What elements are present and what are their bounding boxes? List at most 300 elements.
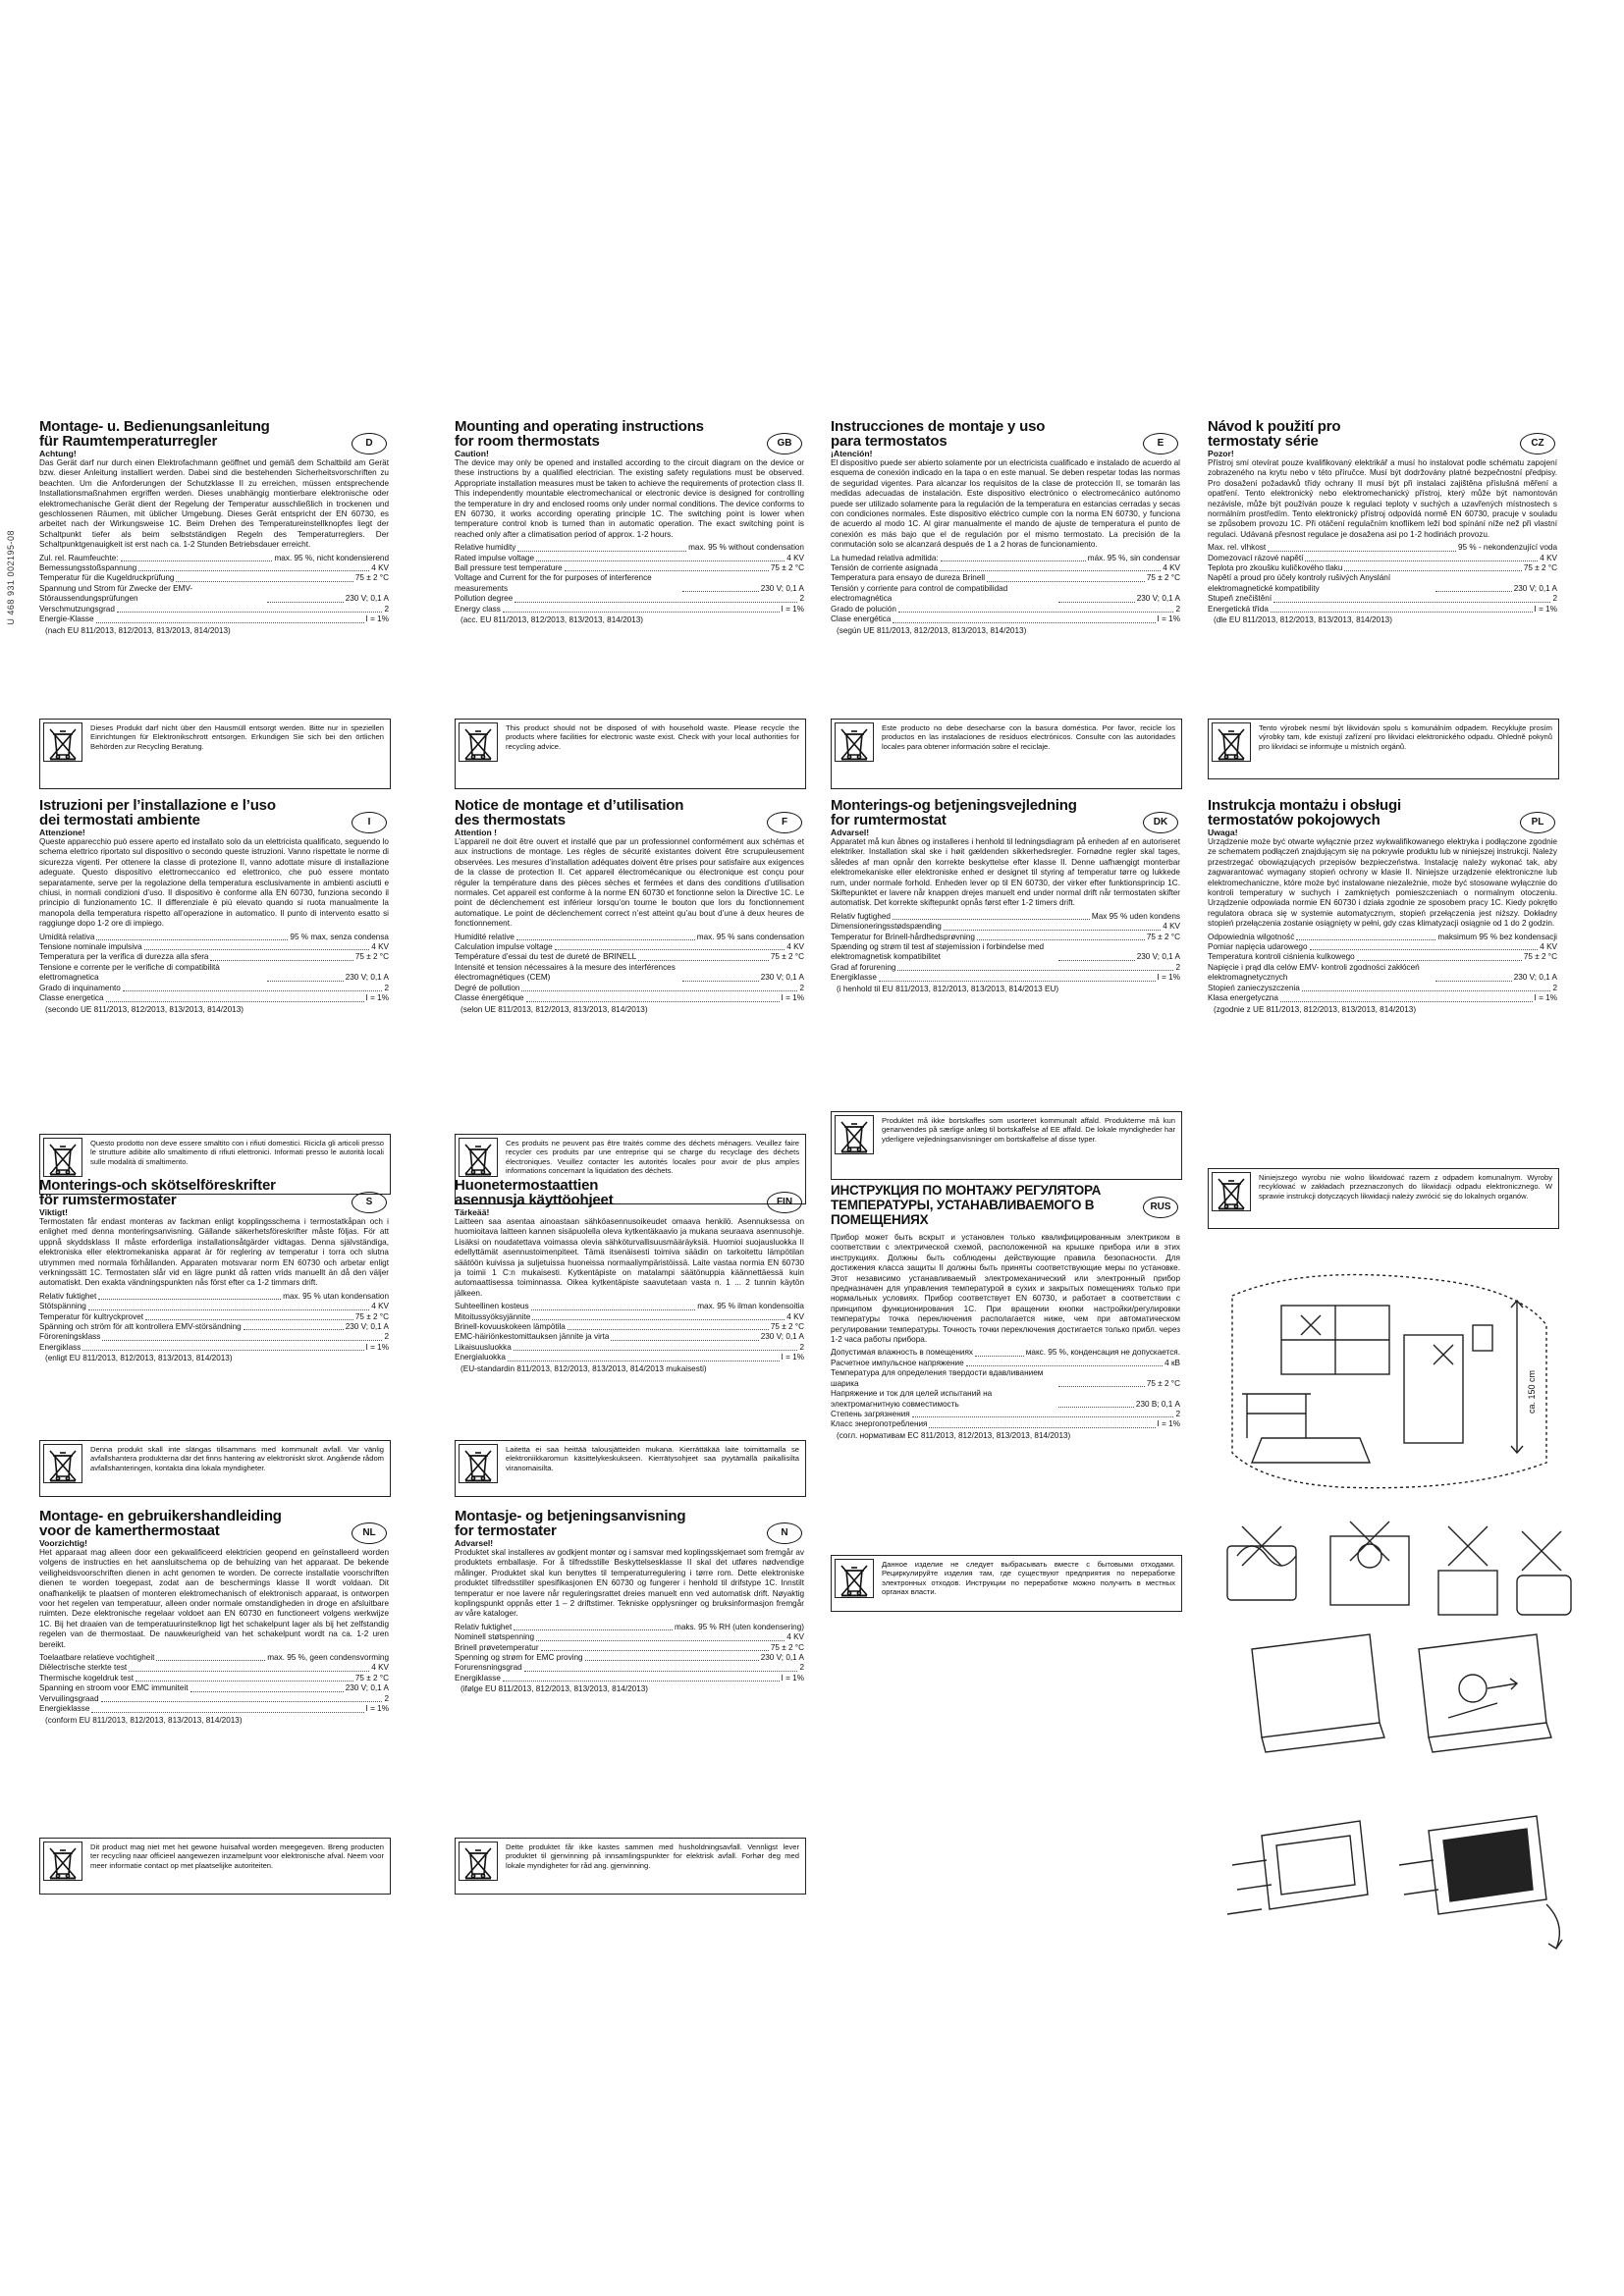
spec-row — [831, 1359, 1180, 1368]
section-title-line: for rumtermostat — [831, 812, 947, 828]
section-title-line: ТЕМПЕРАТУРЫ, УСТАНАВЛИВАЕМОГО В — [831, 1198, 1095, 1212]
leader-dots — [106, 1001, 364, 1002]
language-badge: E — [1143, 433, 1178, 454]
crossed-bin-icon — [835, 1559, 874, 1598]
spec-label: Pomiar napięcia udarowego — [1208, 942, 1308, 952]
section-header — [39, 798, 389, 828]
spec-value: 2 — [1175, 962, 1180, 972]
spec-label: Energiklasse — [455, 1673, 501, 1682]
spec-value: 2 — [384, 604, 389, 614]
spec-row — [39, 1663, 389, 1673]
spec-row — [455, 1353, 804, 1362]
spec-value: 75 ± 2 °C — [770, 1322, 804, 1332]
section-title — [831, 419, 1135, 449]
spec-row — [455, 1632, 804, 1642]
leader-dots — [1435, 591, 1512, 592]
spec-value: 75 ± 2 °C — [770, 952, 804, 962]
spec-value: max. 95 % ilman kondensoitia — [697, 1302, 804, 1311]
spec-value: 4 KV — [371, 942, 389, 952]
leader-dots — [893, 622, 1155, 623]
spec-label: Thermische kogeldruk test — [39, 1673, 135, 1682]
section-header — [455, 1178, 804, 1207]
section-header — [39, 1178, 389, 1207]
spec-row — [39, 1694, 389, 1704]
spec-row — [39, 1704, 389, 1714]
spec-row — [1208, 554, 1557, 563]
leader-dots — [91, 1712, 363, 1713]
spec-label: Humidité relative — [455, 932, 514, 941]
spec-value: max. 95 %, geen condensvorming — [267, 1653, 389, 1663]
recycling-text: Niniejszego wyrobu nie wolno likwidować razem z odpadem komunalnym. Wyroby recyklować w zakładach przeznaczonych do likwidacji odpadu elektronicznego. W sprawie instrukcji dotyczących likwidacji należy zwrócić się do lokalnych organów. — [1259, 1173, 1552, 1201]
spec-row — [39, 1332, 389, 1342]
warning-title: ¡Atención! — [831, 449, 873, 458]
section-header — [831, 419, 1180, 449]
spec-row — [455, 963, 804, 984]
warning-title: Attention ! — [455, 828, 497, 837]
spec-value: 230 V; 0,1 A — [345, 1322, 389, 1332]
spec-row — [831, 605, 1180, 614]
spec-row — [455, 605, 804, 614]
conformity-note: (acc. EU 811/2013, 812/2013, 813/2013, 814/2013) — [460, 615, 644, 625]
section-title-line: para termostatos — [831, 433, 947, 450]
section-title — [831, 1183, 1135, 1227]
section-title — [39, 798, 344, 828]
leader-dots — [940, 570, 1161, 571]
spec-value: 230 V; 0,1 A — [1136, 594, 1180, 604]
spec-label: Energiklasse — [831, 973, 877, 983]
recycling-notice-nl — [39, 1838, 391, 1895]
crossed-bin-icon — [1212, 1172, 1251, 1211]
section-title-line: Huonetermostaattien — [455, 1178, 599, 1194]
spec-value: 95 % - nekondenzující voda — [1457, 543, 1557, 553]
crossed-bin-icon — [459, 1842, 498, 1881]
spec-label: Nominell støtspenning — [455, 1632, 535, 1642]
instructions-text: Apparatet må kun åbnes og installeres i henhold til ledningsdiagram på enheden af en autoriseret elektriker. Installation skal ske i høit gældenden sikkerhedsregler. Fornødne regler skal tages, således af man opnår den korrekte beskyttelse efter klasse II. Denne uafhængigt monterbar elektromekaniske eller elektroniske enhed er designet til styring af temperatur tørre og lukkede rum, under normale forhold. Enheden lever op til EN 60730, der virker efter funktionsprincip 1C. Skiftepunktet er lavere når knappen drejes manuelt end under normal drift når termostaten skifter automatisk. Det korrekte skiftepunkt opnås først efter 1-2 timers drift. — [831, 837, 1180, 908]
instructions-text: Urządzenie może być otwarte wyłącznie przez wykwalifikowanego elektryka i podłączone zgodnie ze schematem podłączeń znajdującym się na pokrywie produktu lub w niniejszej instrukcji. Należy przestrzegać obowiązujących przepisów bezpieczeństwa. Instalację należy wykonać tak, aby zagwarantować wymagany stopień ochrony w klasie II. Niniejsze urządzenie elektroniczne lub elektromechaniczne, które może być instalowane niezależnie, może być stosowane wyłącznie do kontroli temperatury w suchych i zamkniętych pomieszczeniach o normalnym otoczeniu. Urządzenie odpowiada normie EN 60730 i działa zgodnie ze sposobem pracy 1C. Kiedy pokrętło regulatora obraca się w systemie automatycznym, stopień przełączenia jest niższy. Dokładny stopień przełączenia zostanie osiągnięty w pełni, gdy czas klimatyzacji osiągnie od 1 do 2 godzin. — [1208, 837, 1557, 929]
spec-label: Напряжение и ток для целей испытаний на электромагнитную совместимость — [831, 1389, 993, 1409]
spec-row — [1208, 573, 1557, 594]
spec-label: Spænding og strøm til test af støjemission i forbindelse med elektromagnetisk kompatibilitet — [831, 942, 1045, 962]
spec-value: I = 1% — [1157, 973, 1180, 983]
section-title-line: Mounting and operating instructions — [455, 419, 704, 435]
recycling-text: Данное изделие не следует выбрасывать вместе с бытовыми отходами. Рециркулируйте изделия там, где существуют предприятия по переработке электронных отходов. Инструкции по переработке можно получить в местных органах власти. — [882, 1560, 1175, 1597]
section-title — [455, 1509, 759, 1538]
leader-dots — [1280, 1001, 1533, 1002]
spec-value: max. 95 % sans condensation — [696, 932, 804, 941]
recycling-text: Dette produktet får ikke kastes sammen med husholdningsavfall. Vennligst lever produktet til gjenvinning på innsamlingspunkter for elektrisk avfall. Forhør deg med lokale myndigheter for råd ang. gjenvinning. — [506, 1842, 799, 1870]
crossed-bin-icon — [459, 1138, 498, 1177]
spec-value: 230 V; 0,1 A — [345, 973, 389, 983]
section-header — [455, 419, 804, 449]
spec-label: Brinell-kovuuskokeen lämpötila — [455, 1322, 566, 1332]
spec-value: 2 — [1175, 1409, 1180, 1418]
conformity-note: (selon UE 811/2013, 812/2013, 813/2013, 814/2013) — [460, 1004, 648, 1014]
spec-row — [455, 933, 804, 942]
room-placement-illustration — [1222, 1266, 1586, 1502]
specifications — [39, 1653, 389, 1714]
spec-label: Degré de pollution — [455, 983, 520, 992]
leader-dots — [1273, 602, 1550, 603]
instructions-text: Přístroj smí otevírat pouze kvalifikovaný elektrikář a musí ho instalovat podle schématu zapojení zobrazeného na krytu nebo v této příručce. Musí být dodržovány platné bezpečnostní předpisy. Pro dosažení požadavků třídy ochrany II musí být při instalaci zajištěna příslušná měření a opatření. Tento elektronický nebo elektromechanický přístroj, který může být namontován nezávisle, může být používán pouze k regulaci teploty v suchých a uzavřených místnostech s normálním prostředím. Tento elektronický přístroj odpovídá normě EN 60730, pracuje v souladu se způsobem provozu 1C. Při otáčení regulačním knoflíkem leží bod spínání níže než při vlastní regulaci. Udávaná přesnost regulace je dosažena asi po 1-2 hodinách provozu. — [1208, 458, 1557, 539]
spec-row — [1208, 563, 1557, 573]
spec-row — [39, 605, 389, 614]
spec-row — [1208, 605, 1557, 614]
spec-row — [39, 1653, 389, 1663]
language-badge: RUS — [1143, 1197, 1178, 1218]
warning-title: Attenzione! — [39, 828, 85, 837]
spec-row — [39, 1674, 389, 1683]
spec-row — [39, 584, 389, 605]
recycling-notice-dk — [831, 1111, 1182, 1180]
spec-value: I = 1% — [1157, 1419, 1180, 1429]
section-pl — [1208, 798, 1557, 1162]
leader-dots — [267, 981, 344, 982]
crossed-bin-icon — [459, 1444, 498, 1483]
crossed-bin-icon — [1212, 722, 1251, 762]
section-title-line: des thermostats — [455, 812, 566, 828]
spec-label: Domezovací rázové napětí — [1208, 553, 1304, 562]
spec-value: 230 V; 0,1 A — [760, 1332, 804, 1342]
leader-dots — [1058, 960, 1135, 961]
leader-dots — [503, 612, 780, 613]
section-header — [1208, 798, 1557, 828]
leader-dots — [514, 1350, 798, 1351]
spec-row — [39, 952, 389, 962]
spec-label: Température d’essai du test de dureté de BRINELL — [455, 952, 637, 962]
spec-value: 2 — [1552, 594, 1557, 604]
spec-value: I = 1% — [781, 993, 804, 1003]
section-ru — [831, 1183, 1180, 1549]
specifications — [831, 1348, 1180, 1429]
spec-label: Tensión y corriente para control de compatibilidad electromagnética — [831, 583, 1008, 604]
language-badge: DK — [1143, 812, 1178, 833]
spec-row — [455, 1663, 804, 1673]
spec-row — [39, 1302, 389, 1311]
specifications — [455, 1302, 804, 1362]
warning-title: Pozor! — [1208, 449, 1234, 458]
language-badge: NL — [352, 1522, 387, 1544]
spec-label: Допустимая влажность в помещениях — [831, 1348, 973, 1358]
spec-value: 75 ± 2 °C — [1523, 563, 1557, 573]
section-title-line: ИНСТРУКЦИЯ ПО МОНТАЖУ РЕГУЛЯТОРА — [831, 1183, 1102, 1198]
spec-label: Diëlectrische sterkte test — [39, 1663, 128, 1673]
section-title-line: for termostater — [455, 1522, 557, 1539]
spec-label: Intensité et tension nécessaires à la mesure des interférences électromagnétiques (CEM) — [455, 962, 676, 983]
leader-dots — [138, 570, 369, 571]
leader-dots — [879, 981, 1156, 982]
recycling-text: This product should not be disposed of with household waste. Please recycle the products where facilities for electronic waste exist. Check with your local authorities for recycling advice. — [506, 723, 799, 751]
spec-label: Energieklasse — [39, 1704, 90, 1714]
recycling-notice-gb — [455, 719, 806, 789]
leader-dots — [117, 612, 383, 613]
section-title — [455, 798, 759, 828]
conformity-note: (según UE 811/2013, 812/2013, 813/2013, 814/2013) — [837, 625, 1027, 635]
crossed-bin-icon — [43, 1444, 82, 1483]
spec-label: Brinell prøvetemperatur — [455, 1642, 539, 1652]
spec-label: Tensión de corriente asignada — [831, 563, 939, 573]
leader-dots — [1357, 960, 1522, 961]
spec-value: 230 V; 0,1 A — [1513, 973, 1557, 983]
spec-label: Energetická třída — [1208, 604, 1269, 614]
leader-dots — [123, 990, 383, 991]
language-badge: D — [352, 433, 387, 454]
section-no — [455, 1509, 804, 1832]
section-se — [39, 1178, 389, 1434]
leader-dots — [190, 1691, 344, 1692]
section-title-line: för rumstermostater — [39, 1192, 177, 1208]
leader-dots — [531, 1309, 696, 1310]
spec-value: Max 95 % uden kondens — [1091, 911, 1180, 921]
leader-dots — [1296, 939, 1435, 940]
spec-label: Energy class — [455, 604, 501, 614]
leader-dots — [977, 939, 1145, 940]
document-code: U 468 931 002195-08 — [6, 530, 16, 625]
spec-label: Max. rel. vlhkost — [1208, 543, 1267, 553]
spec-row — [39, 614, 389, 624]
mounting-screws-illustration — [1222, 1796, 1586, 1973]
spec-row — [39, 1312, 389, 1322]
spec-value: 2 — [799, 1342, 804, 1352]
specifications — [455, 543, 804, 614]
spec-row — [831, 1389, 1180, 1410]
recycling-text: Ces produits ne peuvent pas être traités comme des déchets ménagers. Veuillez faire recycler ces produits par une entreprise qui se charge du recyclage des déchets électroniques. Veuillez contacter les autorités locales pour avoir de plus amples informations concernant la liquidation des déchets. — [506, 1139, 799, 1176]
spec-row — [831, 554, 1180, 563]
recycling-notice-ru — [831, 1555, 1182, 1612]
spec-label: Calculation impulse voltage — [455, 942, 553, 952]
spec-label: Classe énergétique — [455, 993, 524, 1003]
section-title-line: ПОМЕЩЕНИЯХ — [831, 1212, 929, 1227]
spec-label: Odpowiednia wilgotność — [1208, 932, 1295, 941]
section-cz — [1208, 419, 1557, 713]
spec-value: 4 KV — [786, 553, 804, 562]
warning-title: Advarsel! — [455, 1538, 494, 1548]
instructions-text: Het apparaat mag alleen door een gekwalificeerd elektricien geopend en geïnstalleerd worden volgens de instructies en het aansluitschema op de behuizing van het apparaat. De bekende veiligheidsvoorschriften dienen in acht genomen te worden. De correcte installatie voorschriften dienen te worden toegepast, zodat aan de beschermings klasse II wordt voldaan. Dit onafhankelijk te plaatsen of monteren elektromechanisch of elektronisch apparaat, is ontworpen voor het regelen van temperatuur, alleen onder normale omstandigheden in droge en afsluitbare ruimten. Deze elektronische regelaar voldoet aan EN 60730 en functioneert volgens werkwijze 1C. Bij het draaien van de temperatuurinstelknop ligt het schakelpunt lager als bij het zelfstandig regelen van de thermostaat. De nauwkeurigheid van het schakelpunt wordt na ca. 1-2 uren bereikt. — [39, 1548, 389, 1649]
spec-row — [455, 993, 804, 1003]
section-title-line: Montage- u. Bedienungsanleitung — [39, 419, 270, 435]
section-title-line: Montasje- og betjeningsanvisning — [455, 1509, 686, 1524]
spec-row — [1208, 942, 1557, 952]
spec-value: I = 1% — [781, 604, 804, 614]
section-title-line: Instrucciones de montaje y uso — [831, 419, 1046, 435]
spec-label: Grado de polución — [831, 604, 896, 614]
spec-value: 230 V; 0,1 A — [345, 594, 389, 604]
leader-dots — [1271, 612, 1533, 613]
leader-dots — [1310, 949, 1539, 950]
specifications — [831, 554, 1180, 625]
spec-row — [1208, 993, 1557, 1003]
section-header — [39, 1509, 389, 1538]
spec-label: Klasa energetyczna — [1208, 993, 1278, 1003]
spec-row — [39, 573, 389, 583]
spec-value: 75 ± 2 °C — [770, 1642, 804, 1652]
instructions-text: Termostaten får endast monteras av fackman enligt kopplingsschema i termostatkåpan och i enlighet med denna monteringsanvisning. Gällande säkerhetsföreskrifter måste följas. För att uppnå skyddsklass II måste erforderliga installationsåtgärder vidtagas. Denna självständiga, elektroniska eller elektromekaniska apparat är för reglering av temperatur i torra och slutna utrymmen med normala förhållanden. Apparaten motsvarar norm EN 60730 och arbetar enligt verkningssätt 1C. Termostaten slår vid en lägre punkt då ratten vrids manuellt än då den väljer automatiskt. Den exakta vändningspunkten nås först efter ca 1-2 timmars drift. — [39, 1217, 389, 1288]
spec-value: I = 1% — [1534, 993, 1557, 1003]
crossed-bin-icon — [43, 1842, 82, 1881]
spec-row — [831, 1368, 1180, 1389]
instructions-text: El dispositivo puede ser abierto solamente por un electricista cualificado e instalado de acuerdo al esquema de conexión indicado en la tapa o en este manual. Se deben respetar todas las normas de seguridad vigentes. Para alcanzar los requisitos de la clase de protección II, se tomarán las medidas adecuadas de instalación. Este dispositivo electrónico o electromecánico autónomo puede ser utilizado solamente para la regulación de la temperatura en estancias cerradas y secas con condiciones normales. Este dispositivo eléctrico cumple con la norma EN 60730, y funciona de acuerdo al modo 1C. Al girar manualmente el mando de ajuste de temperatura el punto de conexión es más bajo que el de regulación por el mismo termostato. La precisión de la conmutación solo se alcanzará después de 1 a 2 horas de funcionamiento. — [831, 458, 1180, 550]
leader-dots — [517, 551, 686, 552]
spec-value: 4 KV — [371, 563, 389, 573]
section-title-line: voor de kamerthermostaat — [39, 1522, 220, 1539]
spec-label: Forurensningsgrad — [455, 1663, 522, 1673]
crossed-bin-icon — [43, 1138, 82, 1177]
spec-row — [831, 563, 1180, 573]
specifications — [1208, 933, 1557, 1004]
leader-dots — [244, 1329, 344, 1330]
section-title-line: asennusja käyttöohjeet — [455, 1192, 614, 1208]
instructions-text: Queste apparecchio può essere aperto ed installato solo da un elettricista qualificato, seguendo lo schema elettrico riportato sul dispositivo o secondo queste istruzioni. Vanno rispettate le norme di sicurezza vigenti. Per ottenere la classe di protezione II, vanno adottate misure di installazione adeguate. Questo dispositivo elettromeccanico ed elettronico, che può essere montato separatamente, serve per la regolazione della temperatura esclusivamente in ambienti asciutti e chiusi, in normali condizioni d’uso. Il dispositivo è conforme alla EN 60730, funziona secondo il principio di funzionamento 1C. Il differenziale è più elevato quando si ruota manualmente la manopola della temperatura rispetto all’operazione in automatico. Il punto di intervento esatto si raggiunge dopo 1-2 ore di impiego. — [39, 837, 389, 929]
spec-value: 75 ± 2 °C — [354, 1673, 389, 1682]
spec-value: 230 В; 0,1 А — [1135, 1399, 1180, 1409]
spec-row — [831, 1419, 1180, 1429]
spec-value: max. 95 % without condensation — [688, 543, 804, 553]
spec-label: Verschmutzungsgrad — [39, 604, 115, 614]
spec-label: Toelaatbare relatieve vochtigheit — [39, 1653, 155, 1663]
spec-value: макс. 95 %, конденсация не допускается. — [1025, 1348, 1180, 1358]
spec-value: 4 KV — [786, 942, 804, 952]
leader-dots — [514, 1629, 673, 1630]
leader-dots — [210, 960, 352, 961]
spec-value: 230 V; 0,1 A — [760, 973, 804, 983]
spec-value: 75 ± 2 °C — [770, 563, 804, 573]
section-title-line: Istruzioni per l’installazione e l’uso — [39, 798, 276, 814]
instructions-text: Прибор может быть вскрыт и установлен только квалифицированным электриком в соответствии с электрической схемой, расположенной на крышке прибора или в этих инструкциях. Должны быть соблюдены действующие правила безопасности. Для достижения класса защиты II должны быть приняты соответствующие меры по установке. Этот независимо устанавливаемый электромеханический или электронный прибор предназначен для управления температурой в сухих и закрытых помещениях только при нормальных условиях. Прибор соответствует EN 60730, и работает в соответствии с принципом функционирования 1C. При вращении кнопки настройки/регулировки температуры точка переключения располагается ниже, чем при автоматическом регулировании температуры. Точность точки переключения достигается только прибл. через 1-2 часа работы прибора. — [831, 1233, 1180, 1345]
spec-value: 4 KV — [371, 1663, 389, 1673]
spec-row — [1208, 543, 1557, 553]
spec-row — [455, 573, 804, 594]
leader-dots — [585, 1660, 759, 1661]
language-badge: I — [352, 812, 387, 833]
spec-label: Temperatura kontroli ciśnienia kulkowego — [1208, 952, 1355, 962]
section-header — [831, 1183, 1180, 1227]
leader-dots — [897, 970, 1173, 971]
spec-label: Umidità relativa — [39, 932, 95, 941]
leader-dots — [638, 960, 769, 961]
spec-row — [39, 1322, 389, 1332]
leader-dots — [1344, 570, 1521, 571]
leader-dots — [514, 602, 797, 603]
section-it — [39, 798, 389, 1128]
warning-title: Viktigt! — [39, 1207, 68, 1217]
warning-title: Uwaga! — [1208, 828, 1238, 837]
spec-label: Tensione e corrente per le verifiche di compatibilità elettromagnetica — [39, 962, 220, 983]
spec-value: 230 V; 0,1 A — [760, 583, 804, 593]
leader-dots — [541, 1650, 769, 1651]
spec-label: Dimensioneringsstødspænding — [831, 922, 942, 932]
leader-dots — [565, 570, 769, 571]
section-title-line: Instrukcja montażu i obsługi — [1208, 798, 1401, 814]
crossed-bin-icon — [835, 1115, 874, 1154]
spec-label: Temperatura para ensayo de dureza Brinell — [831, 573, 986, 583]
spec-value: 2 — [1175, 604, 1180, 614]
spec-row — [455, 554, 804, 563]
spec-value: 75 ± 2 °C — [354, 573, 389, 583]
spec-value: maks. 95 % RH (uten kondensering) — [675, 1622, 804, 1631]
specifications — [39, 1292, 389, 1353]
section-de — [39, 419, 389, 713]
leader-dots — [912, 1416, 1174, 1417]
spec-row — [39, 1683, 389, 1693]
spec-label: Vervuilingsgraad — [39, 1693, 99, 1703]
section-title-line: Montage- en gebruikershandleiding — [39, 1509, 282, 1524]
spec-value: 2 — [384, 1693, 389, 1703]
language-badge: CZ — [1520, 433, 1555, 454]
spec-label: EMC-häiriönkestomittauksen jännite ja virta — [455, 1332, 610, 1342]
warning-title: Advarsel! — [831, 828, 870, 837]
spec-value: máx. 95 %, sin condensar — [1087, 553, 1180, 562]
spec-label: Spanning en stroom voor EMC immuniteit — [39, 1683, 189, 1693]
spec-label: Clase energética — [831, 614, 892, 624]
spec-label: Napięcie i prąd dla celów EMV- kontroli zgodności zakłóceń elektromagnetycznych — [1208, 962, 1420, 983]
spec-label: Föroreningsklass — [39, 1332, 101, 1342]
language-badge: FIN — [767, 1192, 802, 1213]
recycling-notice-pl — [1208, 1168, 1559, 1229]
spec-row — [831, 922, 1180, 932]
spec-row — [455, 1312, 804, 1322]
spec-value: 2 — [384, 1332, 389, 1342]
leader-dots — [88, 1309, 369, 1310]
spec-label: Energie-Klasse — [39, 614, 94, 624]
spec-value: 75 ± 2 °C — [1146, 1378, 1180, 1388]
section-title — [1208, 419, 1512, 449]
section-header — [39, 419, 389, 449]
spec-label: Stötspänning — [39, 1302, 86, 1311]
section-title-line: für Raumtemperaturregler — [39, 433, 218, 450]
leader-dots — [975, 1356, 1024, 1357]
spec-label: Spenning og strøm for EMC proving — [455, 1653, 583, 1663]
spec-label: Napětí a proud pro účely kontroly rušivých Anyslání elektromagnetické kompatibility — [1208, 573, 1391, 593]
spec-label: Relativ fuktighet — [39, 1291, 97, 1301]
spec-value: max. 95 %, nicht kondensierend — [274, 553, 389, 562]
crossed-bin-icon — [43, 722, 82, 762]
leader-dots — [101, 1701, 383, 1702]
instructions-text: Produktet skal installeres av godkjent montør og i samsvar med koplingsskjemaet som fremgår av produktets emballasje. For å tilfredsstille Beskyttelsesklasse II skal det utføres nødvendige målinger. Produktet skal kun benyttes til temperaturregulering i tørre rom. Dette elektroniske produktet tilfredsstiller spesifikasjonen EN 60730 og fungerer i henhold til drifstype 1C. Innstilt temperatur er noe lavere når reguleringsrattet dreies manuelt enn ved automatisk drift. Nøyaktig koplingspunkt oppnås etter 1 – 2 driftstimer. Tekniske opplysninger og bruksinformasjon fremgår av våre kataloger. — [455, 1548, 804, 1619]
spec-row — [455, 543, 804, 553]
conformity-note: (enligt EU 811/2013, 812/2013, 813/2013, 814/2013) — [45, 1354, 233, 1363]
recycling-text: Questo prodotto non deve essere smaltito con i rifiuti domestici. Ricicla gli articoli presso le strutture adibite allo smaltimento di rifiuti elettronici. Informati presso le autorità locali sulle modalità di smaltimento. — [90, 1139, 384, 1166]
spec-value: 75 ± 2 °C — [1523, 952, 1557, 962]
spec-value: 2 — [799, 594, 804, 604]
spec-row — [455, 1653, 804, 1663]
section-title — [1208, 798, 1512, 828]
crossed-bin-icon — [459, 722, 498, 762]
section-header — [831, 798, 1180, 828]
spec-label: Relativ fugtighed — [831, 911, 891, 921]
spec-value: 230 V; 0,1 A — [760, 1653, 804, 1663]
leader-dots — [144, 949, 370, 950]
spec-label: Temperatura per la verifica di durezza alla sfera — [39, 952, 209, 962]
spec-value: I = 1% — [365, 993, 389, 1003]
spec-row — [1208, 963, 1557, 984]
spec-row — [455, 1674, 804, 1683]
spec-label: Pollution degree — [455, 594, 514, 604]
spec-row — [1208, 933, 1557, 942]
conformity-note: (nach EU 811/2013, 812/2013, 813/2013, 814/2013) — [45, 625, 231, 635]
spec-label: Класс энергопотребления — [831, 1419, 928, 1429]
spec-row — [39, 933, 389, 942]
spec-value: 2 — [799, 983, 804, 992]
leader-dots — [96, 939, 288, 940]
spec-value: I = 1% — [365, 1704, 389, 1714]
leader-dots — [82, 1350, 363, 1351]
leader-dots — [893, 919, 1090, 920]
spec-row — [831, 1348, 1180, 1358]
spec-label: Spänning och ström för att kontrollera EMV-störsändning — [39, 1322, 242, 1332]
section-header — [455, 1509, 804, 1538]
spec-row — [455, 952, 804, 962]
spec-value: 4 KV — [1163, 563, 1180, 573]
spec-row — [831, 573, 1180, 583]
